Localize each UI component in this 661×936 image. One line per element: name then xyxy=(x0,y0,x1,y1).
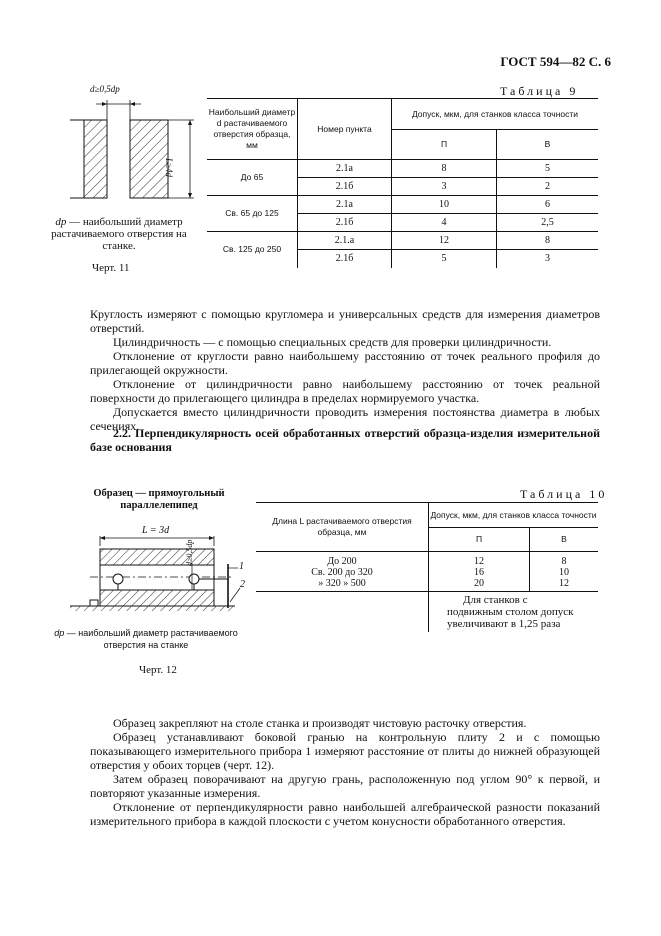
table9 xyxy=(207,98,598,268)
paragraph: Затем образец поворачивают на другую грань, расположенную под углом 90° к первой, и повторяют указанные измерения. xyxy=(90,772,600,800)
fig11-caption-text: — наибольший диаметр растачиваемого отверстия на станке. xyxy=(51,216,187,252)
table9-cell: 6 xyxy=(497,196,599,214)
table9-cell: 5 xyxy=(497,160,599,178)
table10-cell: 12 xyxy=(530,578,599,592)
table9-cell: 2.1а xyxy=(298,160,392,178)
paragraph: Отклонение от цилиндричности равно наибольшему расстоянию от точек реальной поверхности до прилегающего цилиндра в пределах нормируемого участка. xyxy=(90,377,600,405)
paragraph: Образец закрепляют на столе станка и производят чистовую расточку отверстия. xyxy=(113,716,527,730)
table9-cell: 5 xyxy=(392,250,497,268)
table10-cell: 12 xyxy=(429,552,530,568)
fig12-dim-len: L = 3d xyxy=(142,525,170,536)
fig11-label: Черт. 11 xyxy=(92,262,130,274)
fig12-label-1: 1 xyxy=(239,561,244,572)
paragraph: Круглость измеряют с помощью кругломера и универсальных средств для измерения диаметров отверстий. xyxy=(90,307,600,335)
table9-cell: 3 xyxy=(392,178,497,196)
table9-h-v: В xyxy=(497,130,599,160)
fig11-caption-sym: dp xyxy=(55,216,67,228)
fig12-caption xyxy=(38,627,254,651)
table9-h-p: П xyxy=(392,130,497,160)
page-header: ГОСТ 594—82 С. 6 xyxy=(500,54,611,69)
table9-cell: 8 xyxy=(497,232,599,250)
table9-h-tol: Допуск, мкм, для станков класса точности xyxy=(392,99,599,130)
table10-cell: До 200 xyxy=(256,552,429,568)
table10-cell: 20 xyxy=(429,578,530,592)
table9-cell: 12 xyxy=(392,232,497,250)
table10-h-v: В xyxy=(530,528,599,552)
table9-cell: 2.1б xyxy=(298,250,392,268)
table9-h-diam: Наибольший диаметр d растачиваемого отверстия образца, мм xyxy=(207,99,298,160)
section-heading: 2.2. Перпендикулярность осей обработанных отверстий образца-изделия измерительной базе основания xyxy=(90,426,600,454)
table9-cell: 4 xyxy=(392,214,497,232)
table10-cell: Св. 200 до 320 xyxy=(256,567,429,578)
table9-range: До 65 xyxy=(207,160,298,196)
table9-cell: 2.1а xyxy=(298,196,392,214)
table9-cell: 2.1.а xyxy=(298,232,392,250)
text-block-1 xyxy=(90,307,600,433)
paragraph: Цилиндричность — с помощью специальных средств для проверки цилиндричности. xyxy=(113,335,552,349)
fig12-caption-sym: dp xyxy=(54,628,65,638)
table10-h-tol: Допуск, мкм, для станков класса точности xyxy=(429,503,599,528)
table10-cell: 16 xyxy=(429,567,530,578)
table9-cell: 3 xyxy=(545,253,550,265)
table10-cell: 8 xyxy=(561,556,567,567)
table9-cell: 8 xyxy=(392,160,497,178)
fig12-label-2: 2 xyxy=(240,579,245,590)
table10-note: Для станков с подвижным столом допуск увеличивают в 1,25 раза xyxy=(447,594,574,630)
table10 xyxy=(256,502,598,632)
fig12-caption-text: — наибольший диаметр растачиваемого отверстия на станке xyxy=(64,628,238,650)
fig11-drawing xyxy=(70,82,220,212)
fig11-dim-side: L≥4d xyxy=(164,158,174,177)
table10-caption: Таблица 10 xyxy=(520,487,608,501)
table10-cell: » 320 » 500 xyxy=(256,578,429,592)
paragraph: Образец устанавливают боковой гранью на контрольную плиту 2 и с помощью показывающего измерительного прибора 1 измеряют расстояние от плиты до нижней образующей отверстия у обоих торцев (черт. 12). xyxy=(90,730,600,772)
table9-cell: 2 xyxy=(497,178,599,196)
table9-cell: 10 xyxy=(392,196,497,214)
fig12-dim-d: d≥0,5dp xyxy=(185,539,194,566)
table9-range: Св. 65 до 125 xyxy=(207,196,298,232)
text-block-2 xyxy=(90,716,600,828)
paragraph: Отклонение от перпендикулярности равно наибольшей алгебраической разности показаний измерительного прибора в каждой плоскости с учетом конусности обработанного отверстия. xyxy=(90,800,600,828)
table9-range: Св. 125 до 250 xyxy=(207,232,298,268)
table9-h-point: Номер пункта xyxy=(298,99,392,160)
table9-cell: 2,5 xyxy=(497,214,599,232)
fig11-caption xyxy=(34,216,204,252)
paragraph: Допускается вместо цилиндричности проводить измерения постоянства диаметра в любых сечениях. xyxy=(90,405,600,433)
fig12-title: Образец — прямоугольный параллелепипед xyxy=(93,488,225,511)
fig12-label: Черт. 12 xyxy=(139,664,177,676)
table9-cell: 2.1б xyxy=(298,214,392,232)
table9-caption: Таблица 9 xyxy=(500,84,579,98)
table10-h-len: Длина L растачиваемого отверстия образца, мм xyxy=(256,503,429,552)
table9-cell: 2.1б xyxy=(298,178,392,196)
fig11-dim-top: d≥0,5dp xyxy=(90,84,120,94)
table10-h-p: П xyxy=(429,528,530,552)
table10-cell: 10 xyxy=(559,567,569,578)
paragraph: Отклонение от круглости равно наибольшему расстоянию от точек реального профиля до прилегающей окружности. xyxy=(90,349,600,377)
